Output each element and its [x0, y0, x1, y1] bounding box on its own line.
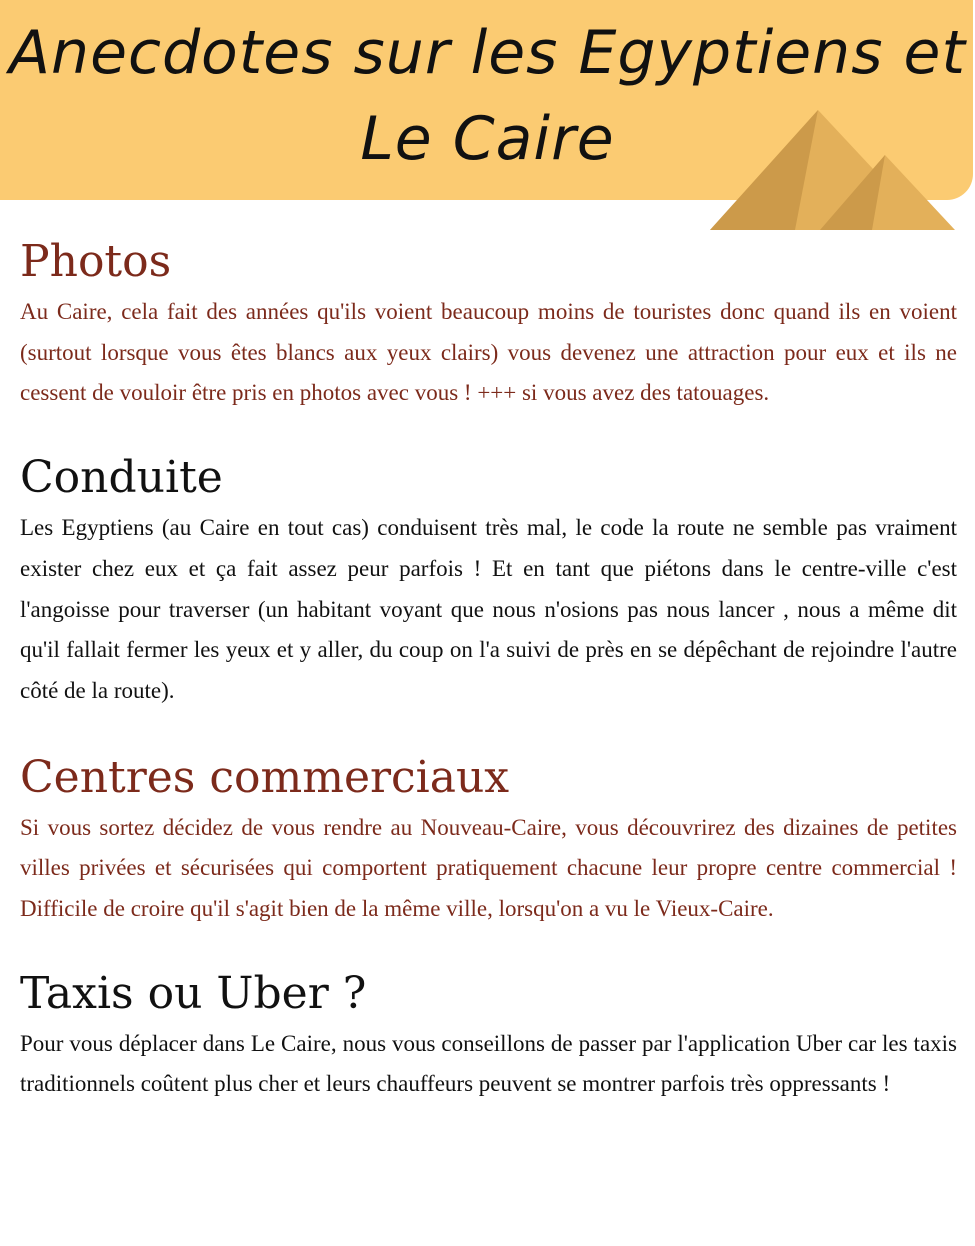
section-centres-commerciaux [20, 748, 957, 930]
page-title: Anecdotes sur les Egyptiens et Le Caire [9, 18, 966, 174]
section-taxis-uber [20, 964, 957, 1105]
section-body-centres-commerciaux: Si vous sortez décidez de vous rendre au Nouveau-Caire, vous découvrirez des dizaines de petites villes privées et sécurisées qui comportent pratiquement chacune leur propre centre commercial ! Difficile de croire qu'il s'agit bien de la même ville, lorsqu'on a vu le Vieux-Caire. [20, 814, 957, 922]
section-heading-centres-commerciaux: Centres commerciaux [20, 751, 510, 803]
section-body-conduite: Les Egyptiens (au Caire en tout cas) conduisent très mal, le code la route ne semble pas vraiment exister chez eux et ça fait assez peur parfois ! Et en tant que piétons dans le centre-ville c'est l'angoisse pour traverser (un habitant voyant que nous n'osions pas nous lancer , nous a même dit qu'il fallait fermer les yeux et y aller, du coup on l'a suivi de près en se dépêchant de rejoindre l'autre côté de la route). [20, 515, 957, 703]
section-conduite [20, 448, 957, 712]
section-heading-taxis-uber: Taxis ou Uber ? [20, 967, 367, 1019]
section-photos [20, 232, 957, 414]
article-content [20, 232, 957, 1105]
section-heading-conduite: Conduite [20, 452, 223, 504]
section-body-taxis-uber: Pour vous déplacer dans Le Caire, nous vous conseillons de passer par l'application Uber car les taxis traditionnels coûtent plus cher et leurs chauffeurs peuvent se montrer parfois très oppressants ! [20, 1030, 957, 1097]
section-body-photos: Au Caire, cela fait des années qu'ils voient beaucoup moins de touristes donc quand ils en voient (surtout lorsque vous êtes blancs aux yeux clairs) vous devenez une attraction pour eux et ils ne cessent de vouloir être pris en photos avec vous ! +++ si vous avez des tatouages. [20, 299, 957, 406]
section-heading-photos: Photos [20, 236, 172, 287]
